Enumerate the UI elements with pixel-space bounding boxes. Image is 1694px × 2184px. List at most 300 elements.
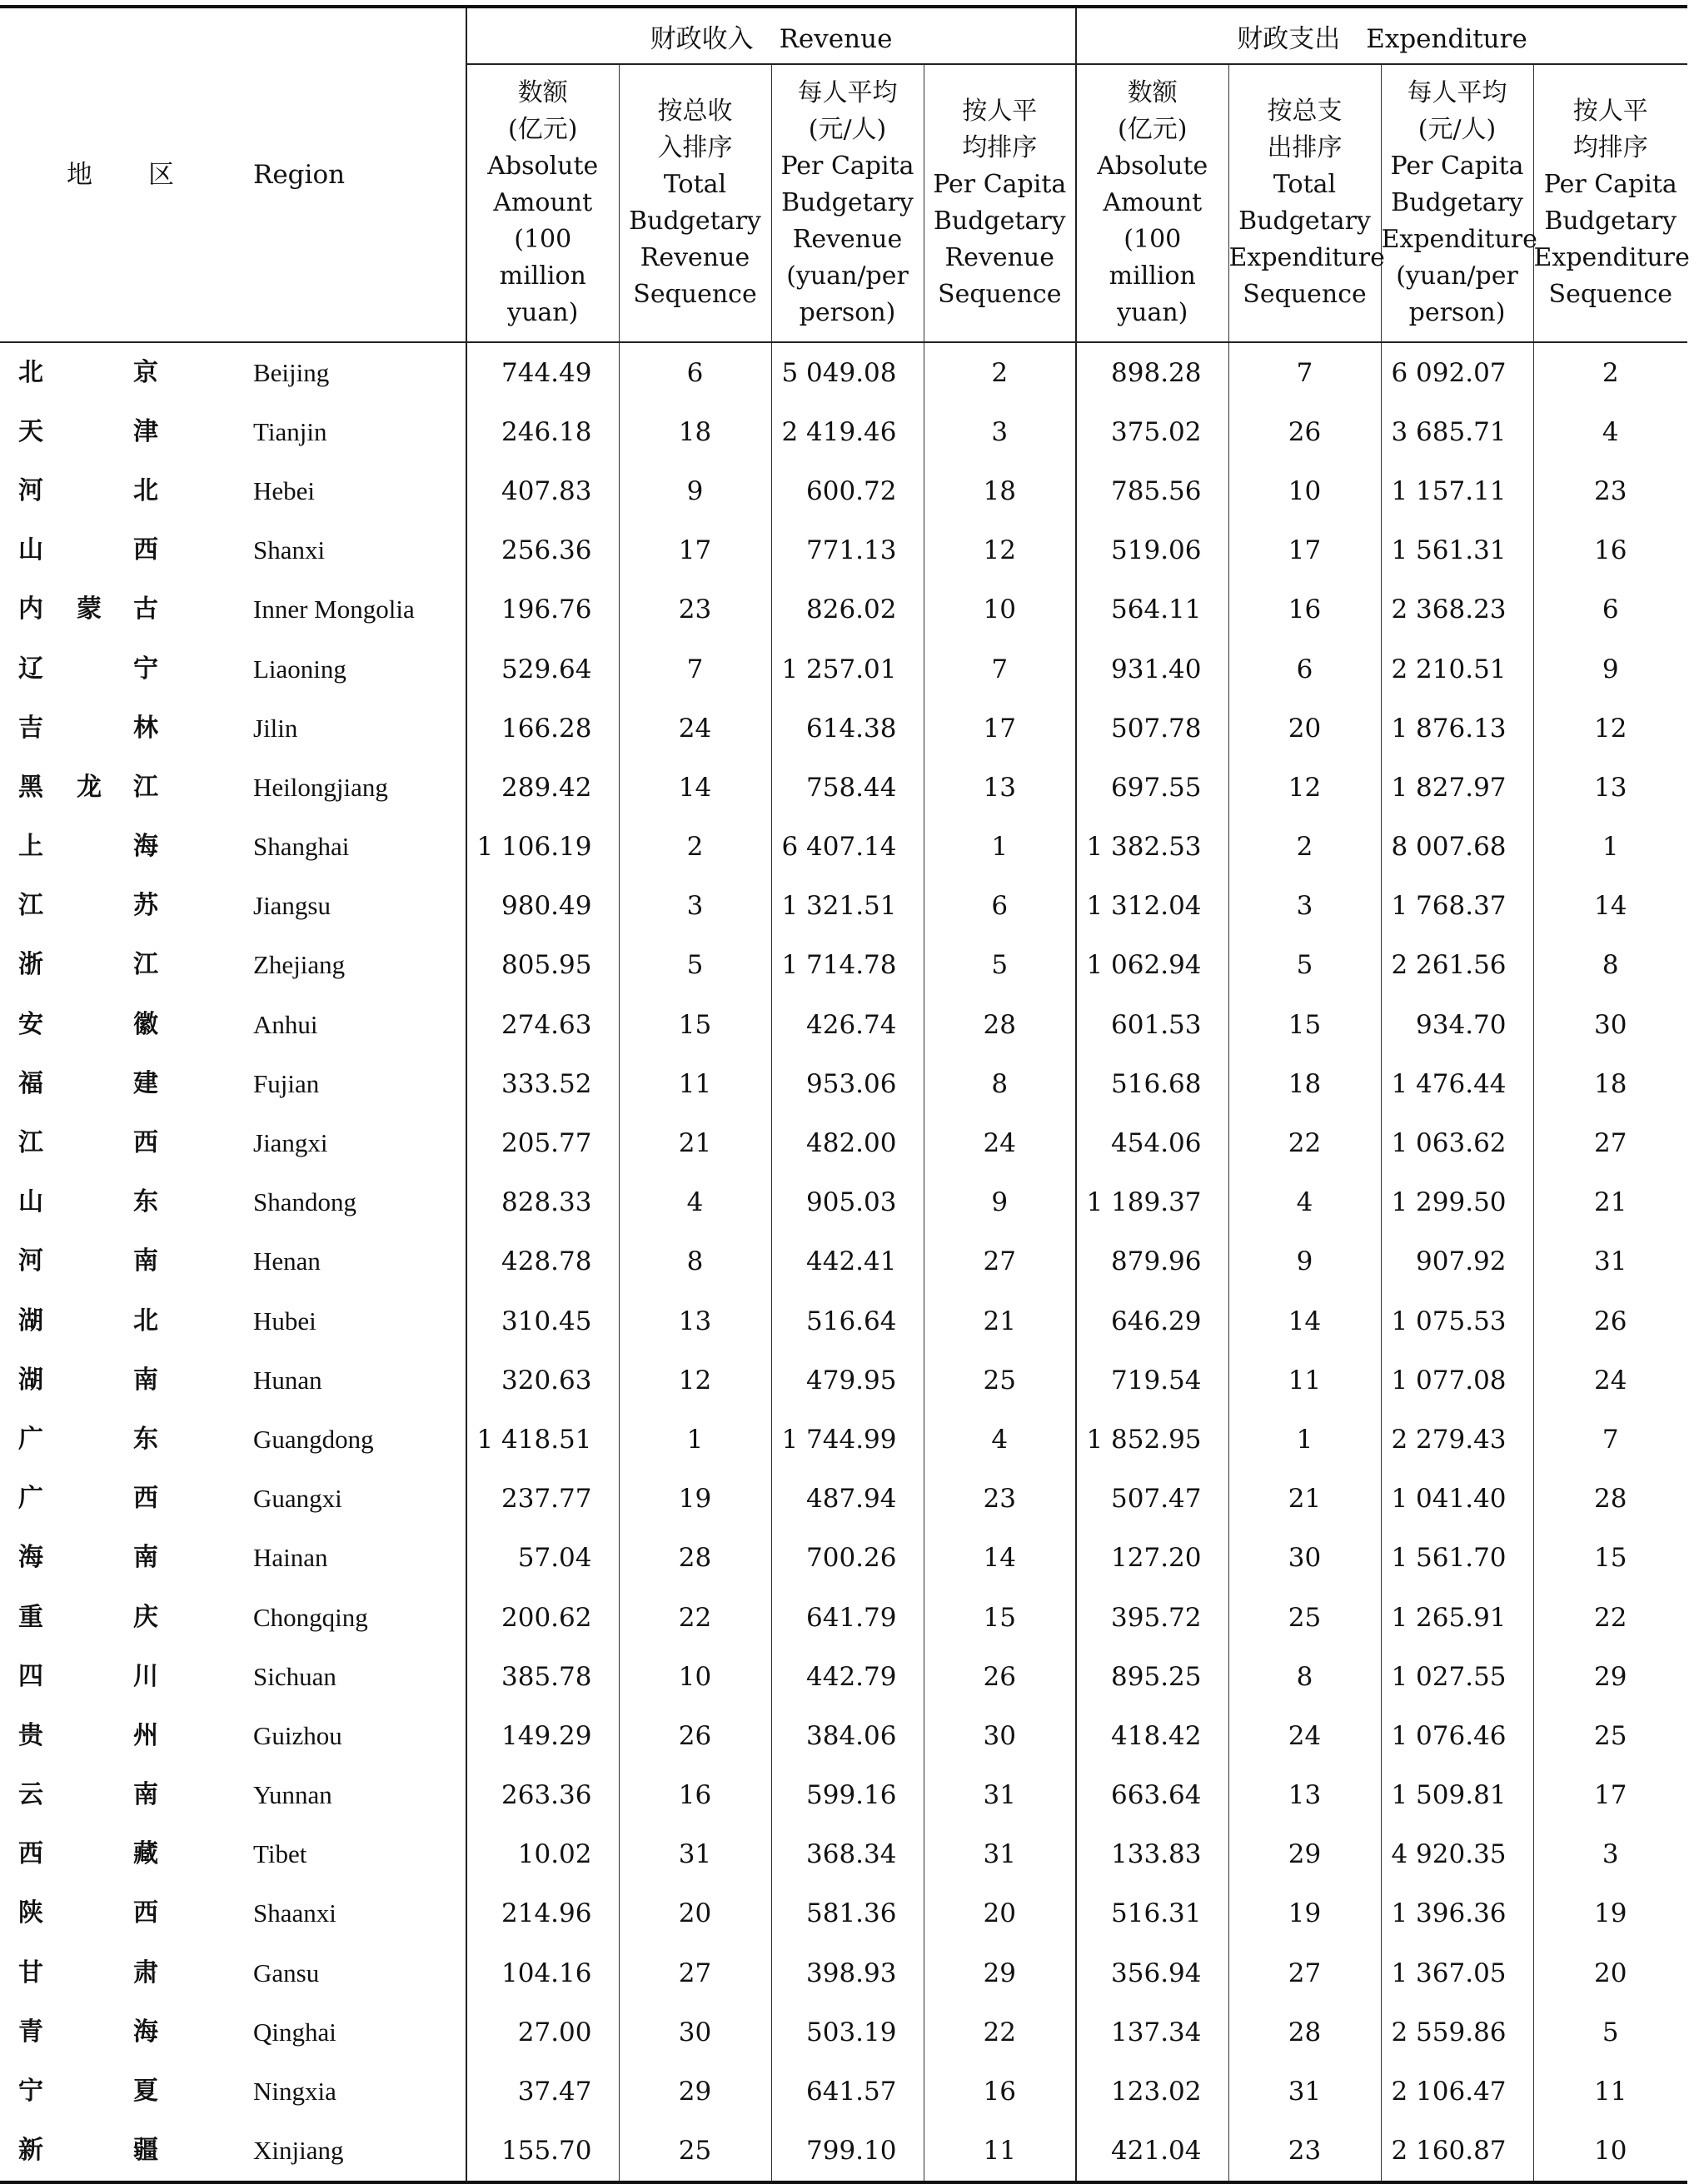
revenue-amount-cell: 805.95 <box>466 936 619 995</box>
region-name-zh-char: 京 <box>133 357 158 387</box>
region-cell-inner <box>0 534 466 567</box>
region-name-zh-char: 北 <box>133 1306 158 1336</box>
expenditure-amount-cell: 133.83 <box>1076 1825 1228 1884</box>
expenditure-per-capita-rank-cell: 2 <box>1602 357 1619 388</box>
region-name-en: Tibet <box>253 1839 307 1869</box>
revenue-rank-cell: 30 <box>619 2002 771 2062</box>
expenditure-per-capita-cell: 4 920.35 <box>1381 1825 1533 1884</box>
region-cell <box>0 758 466 817</box>
region-name-zh-char: 浙 <box>18 950 43 980</box>
expenditure-per-capita-cell: 1 027.55 <box>1381 1647 1533 1706</box>
revenue-rank-cell: 4 <box>619 1173 771 1232</box>
expenditure-amount-cell: 519.06 <box>1076 521 1228 580</box>
revenue-amount-cell: 828.33 <box>466 1173 619 1232</box>
expenditure-rank-cell: 25 <box>1228 1588 1381 1647</box>
revenue-per-capita-cell: 503.19 <box>771 2002 924 2062</box>
expenditure-per-capita-rank-cell: 9 <box>1602 654 1619 684</box>
revenue-rank-cell: 9 <box>619 461 771 520</box>
region-name-zh-char: 东 <box>133 1187 158 1217</box>
expenditure-amount-cell: 1 062.94 <box>1076 936 1228 995</box>
expenditure-rank-cell: 5 <box>1228 936 1381 995</box>
revenue-amount-cell: 155.70 <box>466 2122 619 2182</box>
revenue-per-capita-cell: 442.41 <box>771 1232 924 1291</box>
header-line: Sequence <box>938 280 1062 309</box>
region-name-en: Sichuan <box>253 1661 336 1691</box>
expenditure-per-capita-cell: 3 685.71 <box>1381 402 1533 461</box>
header-line: (100 <box>1124 225 1182 254</box>
revenue-per-capita-cell: 700.26 <box>771 1529 924 1588</box>
region-name-en: Fujian <box>253 1068 320 1098</box>
region-name-en: Hubei <box>253 1306 316 1336</box>
table-row <box>0 1232 1687 1291</box>
region-name-zh-char: 四 <box>18 1661 43 1691</box>
revenue-per-capita-cell: 1 714.78 <box>771 936 924 995</box>
header-line: Sequence <box>1548 280 1672 309</box>
expenditure-amount-cell: 1 189.37 <box>1076 1173 1228 1232</box>
revenue-rank-cell: 21 <box>619 1113 771 1172</box>
region-name-zh-char: 津 <box>133 416 158 446</box>
col-exp-percap-rank-header <box>1533 64 1690 342</box>
region-name-zh-char: 云 <box>18 1780 43 1810</box>
expenditure-amount-cell: 123.02 <box>1076 2062 1228 2121</box>
revenue-rank-cell: 11 <box>619 1054 771 1113</box>
region-name-en: Hebei <box>253 475 316 505</box>
region-name-en: Shanghai <box>253 832 350 862</box>
expenditure-per-capita-cell: 1 561.31 <box>1381 521 1533 580</box>
region-cell <box>0 461 466 520</box>
revenue-rank-cell: 14 <box>619 758 771 817</box>
table-row <box>0 699 1687 758</box>
expenditure-group-header: 财政支出 Expenditure <box>1076 7 1687 64</box>
region-cell <box>0 1054 466 1113</box>
header-line: Expenditure <box>1381 225 1537 254</box>
revenue-per-capita-rank-cell: 13 <box>924 758 1076 817</box>
table-row <box>0 1410 1687 1469</box>
region-name-zh-char: 黑 <box>18 772 43 802</box>
revenue-amount-cell: 10.02 <box>466 1825 619 1884</box>
table-row <box>0 461 1687 520</box>
fiscal-table <box>0 5 1690 2184</box>
table-row <box>0 818 1687 877</box>
revenue-rank-cell: 20 <box>619 1884 771 1943</box>
region-name-zh-char: 甘 <box>18 1958 43 1987</box>
revenue-rank-cell: 22 <box>619 1588 771 1647</box>
expenditure-per-capita-rank-cell: 10 <box>1594 2136 1627 2167</box>
expenditure-rank-cell: 14 <box>1228 1291 1381 1351</box>
expenditure-rank-cell: 4 <box>1228 1173 1381 1232</box>
expenditure-per-capita-cell: 1 827.97 <box>1381 758 1533 817</box>
region-name-en: Shaanxi <box>253 1898 336 1928</box>
revenue-per-capita-cell: 479.95 <box>771 1351 924 1410</box>
region-name-en: Heilongjiang <box>253 772 388 802</box>
region-name-en: Xinjiang <box>253 2136 344 2166</box>
header-line: 按人平 <box>1572 97 1648 126</box>
revenue-per-capita-cell: 600.72 <box>771 461 924 520</box>
revenue-amount-cell: 529.64 <box>466 639 619 699</box>
expenditure-amount-cell: 1 382.53 <box>1076 818 1228 877</box>
region-name-zh-char: 吉 <box>18 713 43 743</box>
region-name-zh-char: 海 <box>133 2017 158 2047</box>
revenue-amount-cell: 274.63 <box>466 995 619 1054</box>
header-line: 数额 <box>517 78 568 107</box>
revenue-per-capita-cell: 581.36 <box>771 1884 924 1943</box>
table-body <box>0 342 1687 2182</box>
expenditure-amount-cell: 719.54 <box>1076 1351 1228 1410</box>
region-cell-inner <box>0 1482 466 1515</box>
expenditure-rank-cell: 9 <box>1228 1232 1381 1291</box>
revenue-per-capita-rank-cell: 10 <box>924 580 1076 639</box>
expenditure-per-capita-cell: 1 561.70 <box>1381 1529 1533 1588</box>
region-name-zh-char: 东 <box>133 1424 158 1454</box>
revenue-per-capita-cell: 905.03 <box>771 1173 924 1232</box>
header-line: 入排序 <box>657 133 733 162</box>
region-cell <box>0 1588 466 1647</box>
table-row <box>0 1351 1687 1410</box>
region-name-zh-char: 建 <box>133 1068 158 1098</box>
expenditure-per-capita-rank-cell: 29 <box>1594 1661 1627 1692</box>
revenue-per-capita-rank-cell: 14 <box>924 1529 1076 1588</box>
region-name-zh-char: 天 <box>18 416 43 446</box>
expenditure-per-capita-cell: 2 279.43 <box>1381 1410 1533 1469</box>
expenditure-amount-cell: 895.25 <box>1076 1647 1228 1706</box>
region-name-zh-char: 陕 <box>18 1898 43 1928</box>
revenue-amount-cell: 214.96 <box>466 1884 619 1943</box>
revenue-per-capita-rank-cell: 17 <box>924 699 1076 758</box>
expenditure-per-capita-cell: 8 007.68 <box>1381 818 1533 877</box>
expenditure-per-capita-rank-cell: 25 <box>1594 1720 1627 1751</box>
region-name-zh-char: 江 <box>18 891 43 921</box>
region-name-zh-char: 江 <box>18 1128 43 1158</box>
header-line: yuan) <box>507 298 579 327</box>
revenue-rank-cell: 27 <box>619 1943 771 2002</box>
expenditure-per-capita-rank-cell: 5 <box>1602 2017 1619 2047</box>
header-line: (亿元) <box>1118 115 1188 144</box>
region-cell-inner <box>0 1305 466 1338</box>
expenditure-amount-cell: 516.31 <box>1076 1884 1228 1943</box>
revenue-rank-cell: 15 <box>619 995 771 1054</box>
expenditure-per-capita-rank-cell: 26 <box>1594 1306 1627 1336</box>
region-name-en: Beijing <box>253 357 330 387</box>
revenue-per-capita-rank-cell: 16 <box>924 2062 1076 2121</box>
header-line: Budgetary <box>1391 188 1523 217</box>
region-name-en: Qinghai <box>253 2017 336 2047</box>
revenue-rank-cell: 18 <box>619 402 771 461</box>
region-name-zh-char: 疆 <box>133 2136 158 2166</box>
region-name-zh-char: 西 <box>18 1839 43 1869</box>
expenditure-amount-cell: 507.78 <box>1076 699 1228 758</box>
revenue-amount-cell: 1 106.19 <box>466 818 619 877</box>
region-name-zh-char: 南 <box>133 1246 158 1276</box>
revenue-per-capita-cell: 487.94 <box>771 1470 924 1529</box>
region-cell <box>0 818 466 877</box>
header-line: (元/人) <box>808 115 887 144</box>
header-line: Amount <box>493 188 593 217</box>
table-row <box>0 639 1687 699</box>
col-rev-percap-rank-header <box>924 64 1076 342</box>
header-line: Budgetary <box>629 206 761 236</box>
region-name-zh-char: 新 <box>18 2136 43 2166</box>
region-cell-inner <box>0 475 466 508</box>
expenditure-amount-cell: 356.94 <box>1076 1943 1228 2002</box>
revenue-per-capita-cell: 1 257.01 <box>771 639 924 699</box>
revenue-per-capita-rank-cell: 9 <box>924 1173 1076 1232</box>
revenue-per-capita-cell: 426.74 <box>771 995 924 1054</box>
region-name-zh-char: 北 <box>133 475 158 505</box>
revenue-amount-cell: 246.18 <box>466 402 619 461</box>
region-cell-inner <box>0 1601 466 1634</box>
expenditure-per-capita-rank-cell: 21 <box>1594 1187 1627 1218</box>
expenditure-per-capita-rank-cell: 1 <box>1602 832 1619 863</box>
region-cell-inner <box>0 653 466 686</box>
revenue-per-capita-cell: 641.57 <box>771 2062 924 2121</box>
expenditure-rank-cell: 3 <box>1228 877 1381 936</box>
expenditure-per-capita-cell: 2 106.47 <box>1381 2062 1533 2121</box>
expenditure-per-capita-cell: 1 076.46 <box>1381 1706 1533 1765</box>
region-cell-inner <box>0 1008 466 1042</box>
revenue-per-capita-rank-cell: 11 <box>924 2122 1076 2182</box>
expenditure-per-capita-rank-cell: 11 <box>1594 2077 1627 2107</box>
revenue-per-capita-rank-cell: 5 <box>924 936 1076 995</box>
expenditure-rank-cell: 10 <box>1228 461 1381 520</box>
header-line: Per Capita <box>1390 152 1524 181</box>
region-name-zh-char: 北 <box>18 357 43 387</box>
revenue-per-capita-cell: 758.44 <box>771 758 924 817</box>
region-cell <box>0 1470 466 1529</box>
expenditure-amount-cell: 564.11 <box>1076 580 1228 639</box>
region-name-en: Jiangxi <box>253 1128 328 1158</box>
region-name-zh-char: 西 <box>133 1898 158 1928</box>
revenue-amount-cell: 256.36 <box>466 521 619 580</box>
revenue-amount-cell: 196.76 <box>466 580 619 639</box>
region-name-en: Tianjin <box>253 416 327 446</box>
header-line: Sequence <box>633 280 757 309</box>
revenue-per-capita-rank-cell: 27 <box>924 1232 1076 1291</box>
region-name-en: Yunnan <box>253 1780 332 1810</box>
revenue-amount-cell: 200.62 <box>466 1588 619 1647</box>
expenditure-rank-cell: 11 <box>1228 1351 1381 1410</box>
header-line: 均排序 <box>962 133 1038 162</box>
revenue-per-capita-rank-cell: 18 <box>924 461 1076 520</box>
region-name-zh-char: 宁 <box>18 2077 43 2107</box>
revenue-rank-cell: 19 <box>619 1470 771 1529</box>
region-name-zh-char: 南 <box>133 1543 158 1573</box>
expenditure-amount-cell: 879.96 <box>1076 1232 1228 1291</box>
region-name-zh-char: 辽 <box>18 654 43 684</box>
expenditure-amount-cell: 395.72 <box>1076 1588 1228 1647</box>
expenditure-per-capita-cell: 2 368.23 <box>1381 580 1533 639</box>
region-name-zh-char: 湖 <box>18 1365 43 1395</box>
expenditure-amount-cell: 785.56 <box>1076 461 1228 520</box>
expenditure-rank-cell: 8 <box>1228 1647 1381 1706</box>
revenue-per-capita-cell: 482.00 <box>771 1113 924 1172</box>
revenue-amount-cell: 37.47 <box>466 2062 619 2121</box>
table-row <box>0 2122 1687 2182</box>
expenditure-per-capita-cell: 1 299.50 <box>1381 1173 1533 1232</box>
expenditure-per-capita-cell: 1 509.81 <box>1381 1766 1533 1825</box>
table-row <box>0 1470 1687 1529</box>
region-cell-inner <box>0 593 466 626</box>
region-name-zh-char: 福 <box>18 1068 43 1098</box>
expenditure-per-capita-rank-cell: 24 <box>1594 1365 1627 1395</box>
col-rev-percap-header <box>771 64 924 342</box>
header-line: (yuan/per <box>786 261 909 291</box>
region-name-zh-char: 庆 <box>133 1602 158 1632</box>
table-row <box>0 758 1687 817</box>
revenue-per-capita-cell: 614.38 <box>771 699 924 758</box>
region-cell-inner <box>0 1957 466 1990</box>
expenditure-amount-cell: 697.55 <box>1076 758 1228 817</box>
region-cell-inner <box>0 1838 466 1871</box>
region-cell <box>0 580 466 639</box>
expenditure-per-capita-rank-cell: 20 <box>1594 1958 1627 1988</box>
region-cell-inner <box>0 1245 466 1278</box>
region-name-en: Hainan <box>253 1543 328 1573</box>
revenue-amount-cell: 27.00 <box>466 2002 619 2062</box>
region-name-en: Anhui <box>253 1009 318 1039</box>
table-row <box>0 1884 1687 1943</box>
region-cell <box>0 995 466 1054</box>
header-line: Expenditure <box>1228 243 1385 272</box>
region-cell-inner <box>0 1779 466 1812</box>
expenditure-amount-cell: 137.34 <box>1076 2002 1228 2062</box>
expenditure-rank-cell: 19 <box>1228 1884 1381 1943</box>
expenditure-per-capita-cell: 1 265.91 <box>1381 1588 1533 1647</box>
expenditure-rank-cell: 17 <box>1228 521 1381 580</box>
region-name-zh-char: 江 <box>133 950 158 980</box>
expenditure-per-capita-cell: 6 092.07 <box>1381 342 1533 402</box>
expenditure-rank-cell: 20 <box>1228 699 1381 758</box>
region-name-en: Henan <box>253 1246 321 1276</box>
region-cell-inner <box>0 1897 466 1930</box>
region-cell-inner <box>0 1067 466 1101</box>
region-name-zh-char: 林 <box>133 713 158 743</box>
header-line: Amount <box>1103 188 1203 217</box>
col-exp-rank-header <box>1228 64 1385 342</box>
region-cell-inner <box>0 2075 466 2108</box>
expenditure-rank-cell: 21 <box>1228 1470 1381 1529</box>
region-cell-inner <box>0 1127 466 1160</box>
header-line: Absolute <box>1097 152 1208 181</box>
region-name-zh-char: 龙 <box>77 772 102 802</box>
header-line: 每人平均 <box>797 78 898 107</box>
expenditure-per-capita-cell: 2 160.87 <box>1381 2122 1533 2182</box>
expenditure-per-capita-cell: 1 041.40 <box>1381 1470 1533 1529</box>
revenue-amount-cell: 407.83 <box>466 461 619 520</box>
revenue-amount-cell: 310.45 <box>466 1291 619 1351</box>
expenditure-rank-cell: 28 <box>1228 2002 1381 2062</box>
expenditure-rank-cell: 23 <box>1228 2122 1381 2182</box>
expenditure-rank-cell: 29 <box>1228 1825 1381 1884</box>
region-name-zh-char: 肃 <box>133 1958 158 1987</box>
region-name-zh-char: 内 <box>18 595 43 624</box>
table-row <box>0 1054 1687 1113</box>
table-row <box>0 1291 1687 1351</box>
header-line: (100 <box>514 225 572 254</box>
region-name-zh-char: 徽 <box>133 1009 158 1039</box>
revenue-per-capita-rank-cell: 30 <box>924 1706 1076 1765</box>
expenditure-rank-cell: 13 <box>1228 1766 1381 1825</box>
region-name-en: Chongqing <box>253 1602 368 1632</box>
header-line: Budgetary <box>1544 206 1677 236</box>
table-row <box>0 936 1687 995</box>
expenditure-rank-cell: 15 <box>1228 995 1381 1054</box>
table-row <box>0 1706 1687 1765</box>
region-name-zh-char: 江 <box>133 772 158 802</box>
header-group-row <box>0 7 1687 64</box>
revenue-per-capita-rank-cell: 23 <box>924 1470 1076 1529</box>
region-cell <box>0 1291 466 1351</box>
revenue-per-capita-rank-cell: 24 <box>924 1113 1076 1172</box>
col-rev-amount-header <box>466 64 619 342</box>
region-cell <box>0 2122 466 2182</box>
revenue-rank-cell: 31 <box>619 1825 771 1884</box>
revenue-per-capita-rank-cell: 31 <box>924 1825 1076 1884</box>
revenue-per-capita-rank-cell: 29 <box>924 1943 1076 2002</box>
region-cell-inner <box>0 1660 466 1694</box>
region-cell <box>0 1647 466 1706</box>
region-name-zh-char: 南 <box>133 1365 158 1395</box>
expenditure-per-capita-cell: 1 396.36 <box>1381 1884 1533 1943</box>
expenditure-per-capita-cell: 1 077.08 <box>1381 1351 1533 1410</box>
region-cell <box>0 2062 466 2121</box>
revenue-amount-cell: 385.78 <box>466 1647 619 1706</box>
expenditure-per-capita-cell: 1 768.37 <box>1381 877 1533 936</box>
header-line: Per Capita <box>1543 170 1677 199</box>
revenue-per-capita-rank-cell: 4 <box>924 1410 1076 1469</box>
region-name-zh-char: 海 <box>133 832 158 862</box>
revenue-per-capita-cell: 1 321.51 <box>771 877 924 936</box>
revenue-rank-cell: 6 <box>619 342 771 402</box>
region-name-zh-char: 山 <box>18 535 43 565</box>
header-line: Budgetary <box>1238 206 1371 236</box>
region-cell <box>0 1706 466 1765</box>
expenditure-rank-cell: 31 <box>1228 2062 1381 2121</box>
revenue-per-capita-rank-cell: 15 <box>924 1588 1076 1647</box>
revenue-per-capita-rank-cell: 1 <box>924 818 1076 877</box>
table-row <box>0 877 1687 936</box>
revenue-rank-cell: 13 <box>619 1291 771 1351</box>
header-line: 按总支 <box>1267 97 1343 126</box>
revenue-per-capita-cell: 771.13 <box>771 521 924 580</box>
expenditure-per-capita-rank-cell: 7 <box>1602 1424 1619 1455</box>
expenditure-per-capita-cell: 2 210.51 <box>1381 639 1533 699</box>
region-name-zh-char: 南 <box>133 1780 158 1810</box>
revenue-amount-cell: 104.16 <box>466 1943 619 2002</box>
region-name-zh-char: 苏 <box>133 891 158 921</box>
header-line: Budgetary <box>781 188 914 217</box>
revenue-per-capita-cell: 2 419.46 <box>771 402 924 461</box>
region-cell <box>0 877 466 936</box>
region-header-en: Region <box>253 160 346 190</box>
table-row <box>0 1113 1687 1172</box>
expenditure-per-capita-cell: 1 075.53 <box>1381 1291 1533 1351</box>
expenditure-rank-cell: 26 <box>1228 402 1381 461</box>
revenue-rank-cell: 7 <box>619 639 771 699</box>
revenue-rank-cell: 3 <box>619 877 771 936</box>
region-cell <box>0 1173 466 1232</box>
expenditure-amount-cell: 516.68 <box>1076 1054 1228 1113</box>
region-cell-inner <box>0 771 466 804</box>
region-cell-inner <box>0 2134 466 2167</box>
region-name-en: Gansu <box>253 1958 320 1987</box>
revenue-per-capita-rank-cell: 12 <box>924 521 1076 580</box>
expenditure-amount-cell: 127.20 <box>1076 1529 1228 1588</box>
revenue-per-capita-rank-cell: 31 <box>924 1766 1076 1825</box>
header-line: Budgetary <box>933 206 1066 236</box>
revenue-per-capita-rank-cell: 21 <box>924 1291 1076 1351</box>
revenue-rank-cell: 25 <box>619 2122 771 2182</box>
revenue-rank-cell: 16 <box>619 1766 771 1825</box>
